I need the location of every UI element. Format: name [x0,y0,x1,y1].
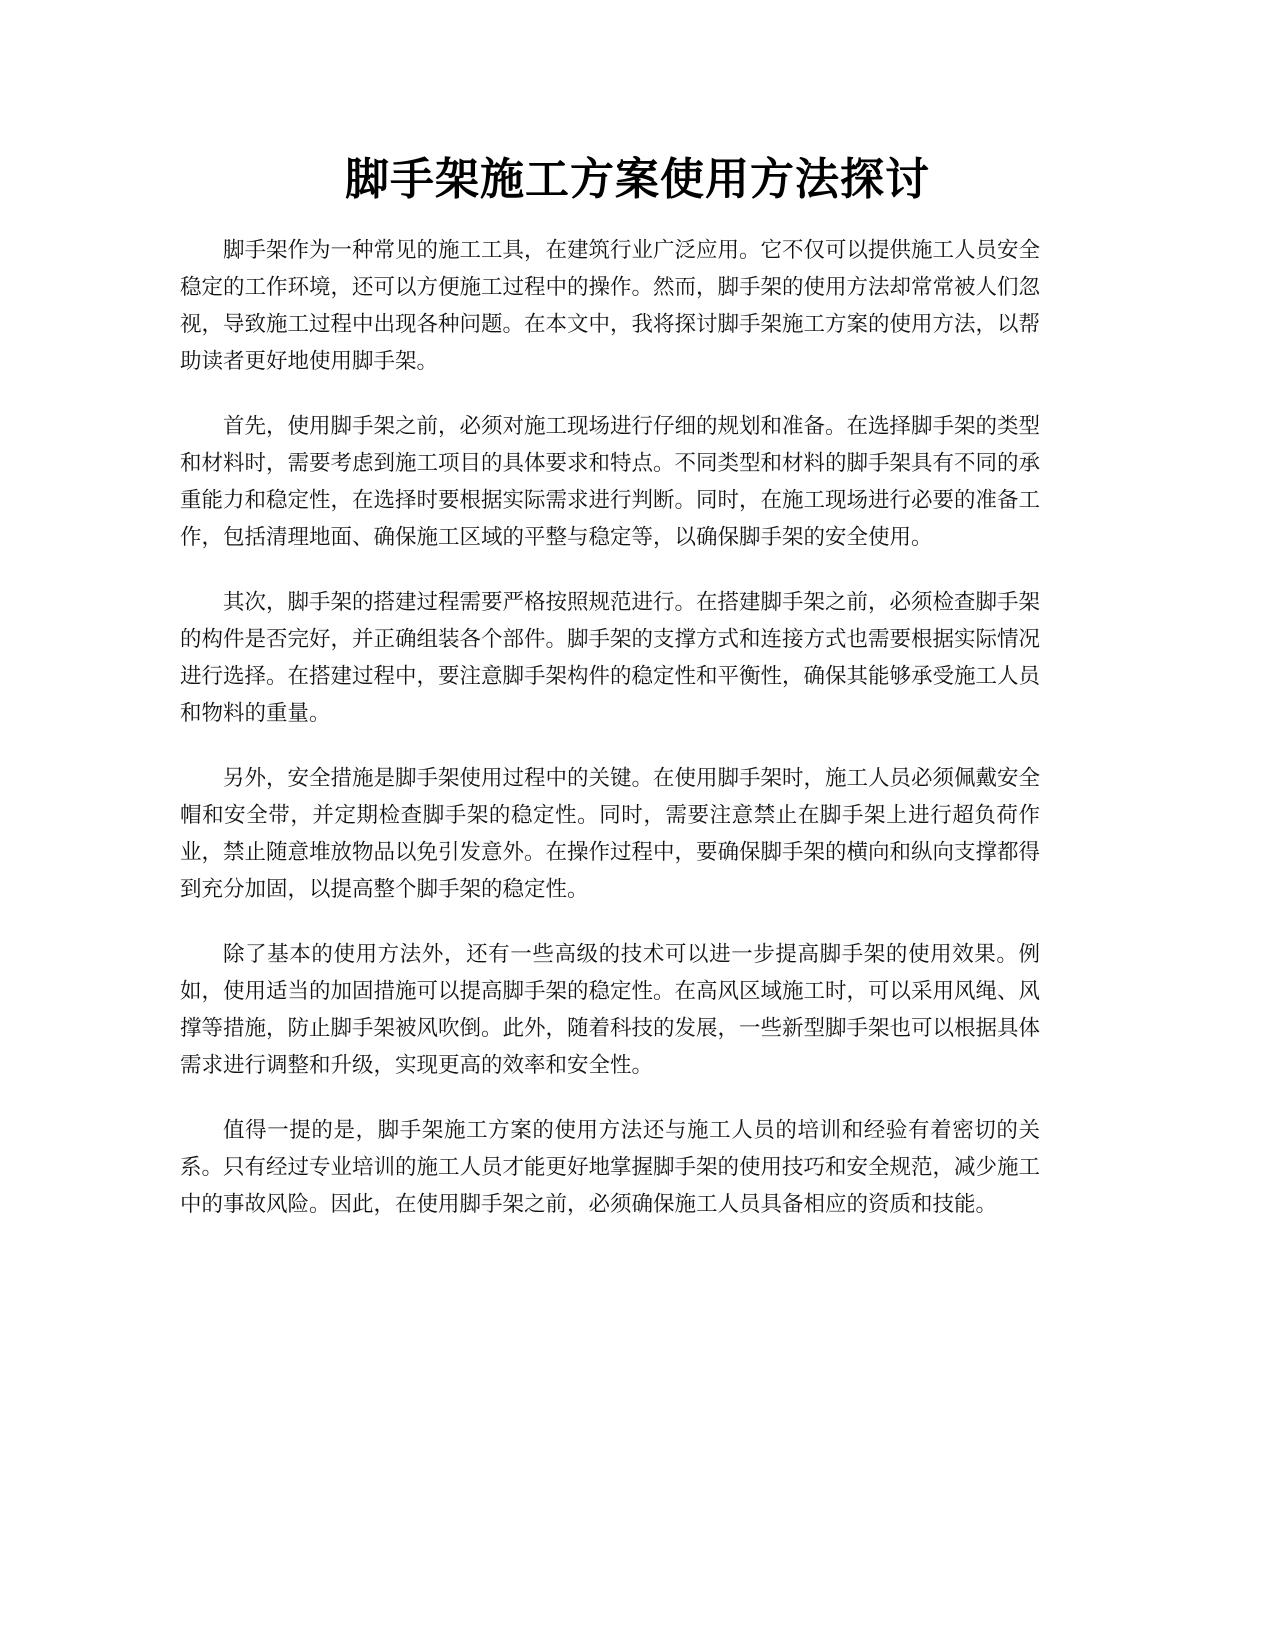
page-title: 脚手架施工方案使用方法探讨 [345,154,930,205]
paragraph-6: 值得一提的是，脚手架施工方案的使用方法还与施工人员的培训和经验有着密切的关系。只有经过专业培训的施工人员才能更好地掌握脚手架的使用技巧和安全规范，减少施工中的事故风险。因此，在使用脚手架之前，必须确保施工人员具备相应的资质和技能。 [180,1118,1041,1217]
document-body [180,232,1040,1251]
paragraph-1: 脚手架作为一种常见的施工工具，在建筑行业广泛应用。它不仅可以提供施工人员安全稳定的工作环境，还可以方便施工过程中的操作。然而，脚手架的使用方法却常常被人们忽视，导致施工过程中出现各种问题。在本文中，我将探讨脚手架施工方案的使用方法，以帮助读者更好地使用脚手架。 [180,238,1041,374]
paragraph-5: 除了基本的使用方法外，还有一些高级的技术可以进一步提高脚手架的使用效果。例如，使用适当的加固措施可以提高脚手架的稳定性。在高风区域施工时，可以采用风绳、风撑等措施，防止脚手架被风吹倒。此外，随着科技的发展，一些新型脚手架也可以根据具体需求进行调整和升级，实现更高的效率和安全性。 [180,942,1041,1078]
paragraph-3: 其次，脚手架的搭建过程需要严格按照规范进行。在搭建脚手架之前，必须检查脚手架的构件是否完好，并正确组装各个部件。脚手架的支撑方式和连接方式也需要根据实际情况进行选择。在搭建过程中，要注意脚手架构件的稳定性和平衡性，确保其能够承受施工人员和物料的重量。 [180,590,1041,726]
paragraph-2: 首先，使用脚手架之前，必须对施工现场进行仔细的规划和准备。在选择脚手架的类型和材料时，需要考虑到施工项目的具体要求和特点。不同类型和材料的脚手架具有不同的承重能力和稳定性，在选择时要根据实际需求进行判断。同时，在施工现场进行必要的准备工作，包括清理地面、确保施工区域的平整与稳定等，以确保脚手架的安全使用。 [180,414,1041,550]
paragraph-4: 另外，安全措施是脚手架使用过程中的关键。在使用脚手架时，施工人员必须佩戴安全帽和安全带，并定期检查脚手架的稳定性。同时，需要注意禁止在脚手架上进行超负荷作业，禁止随意堆放物品以免引发意外。在操作过程中，要确保脚手架的横向和纵向支撑都得到充分加固，以提高整个脚手架的稳定性。 [180,766,1041,902]
